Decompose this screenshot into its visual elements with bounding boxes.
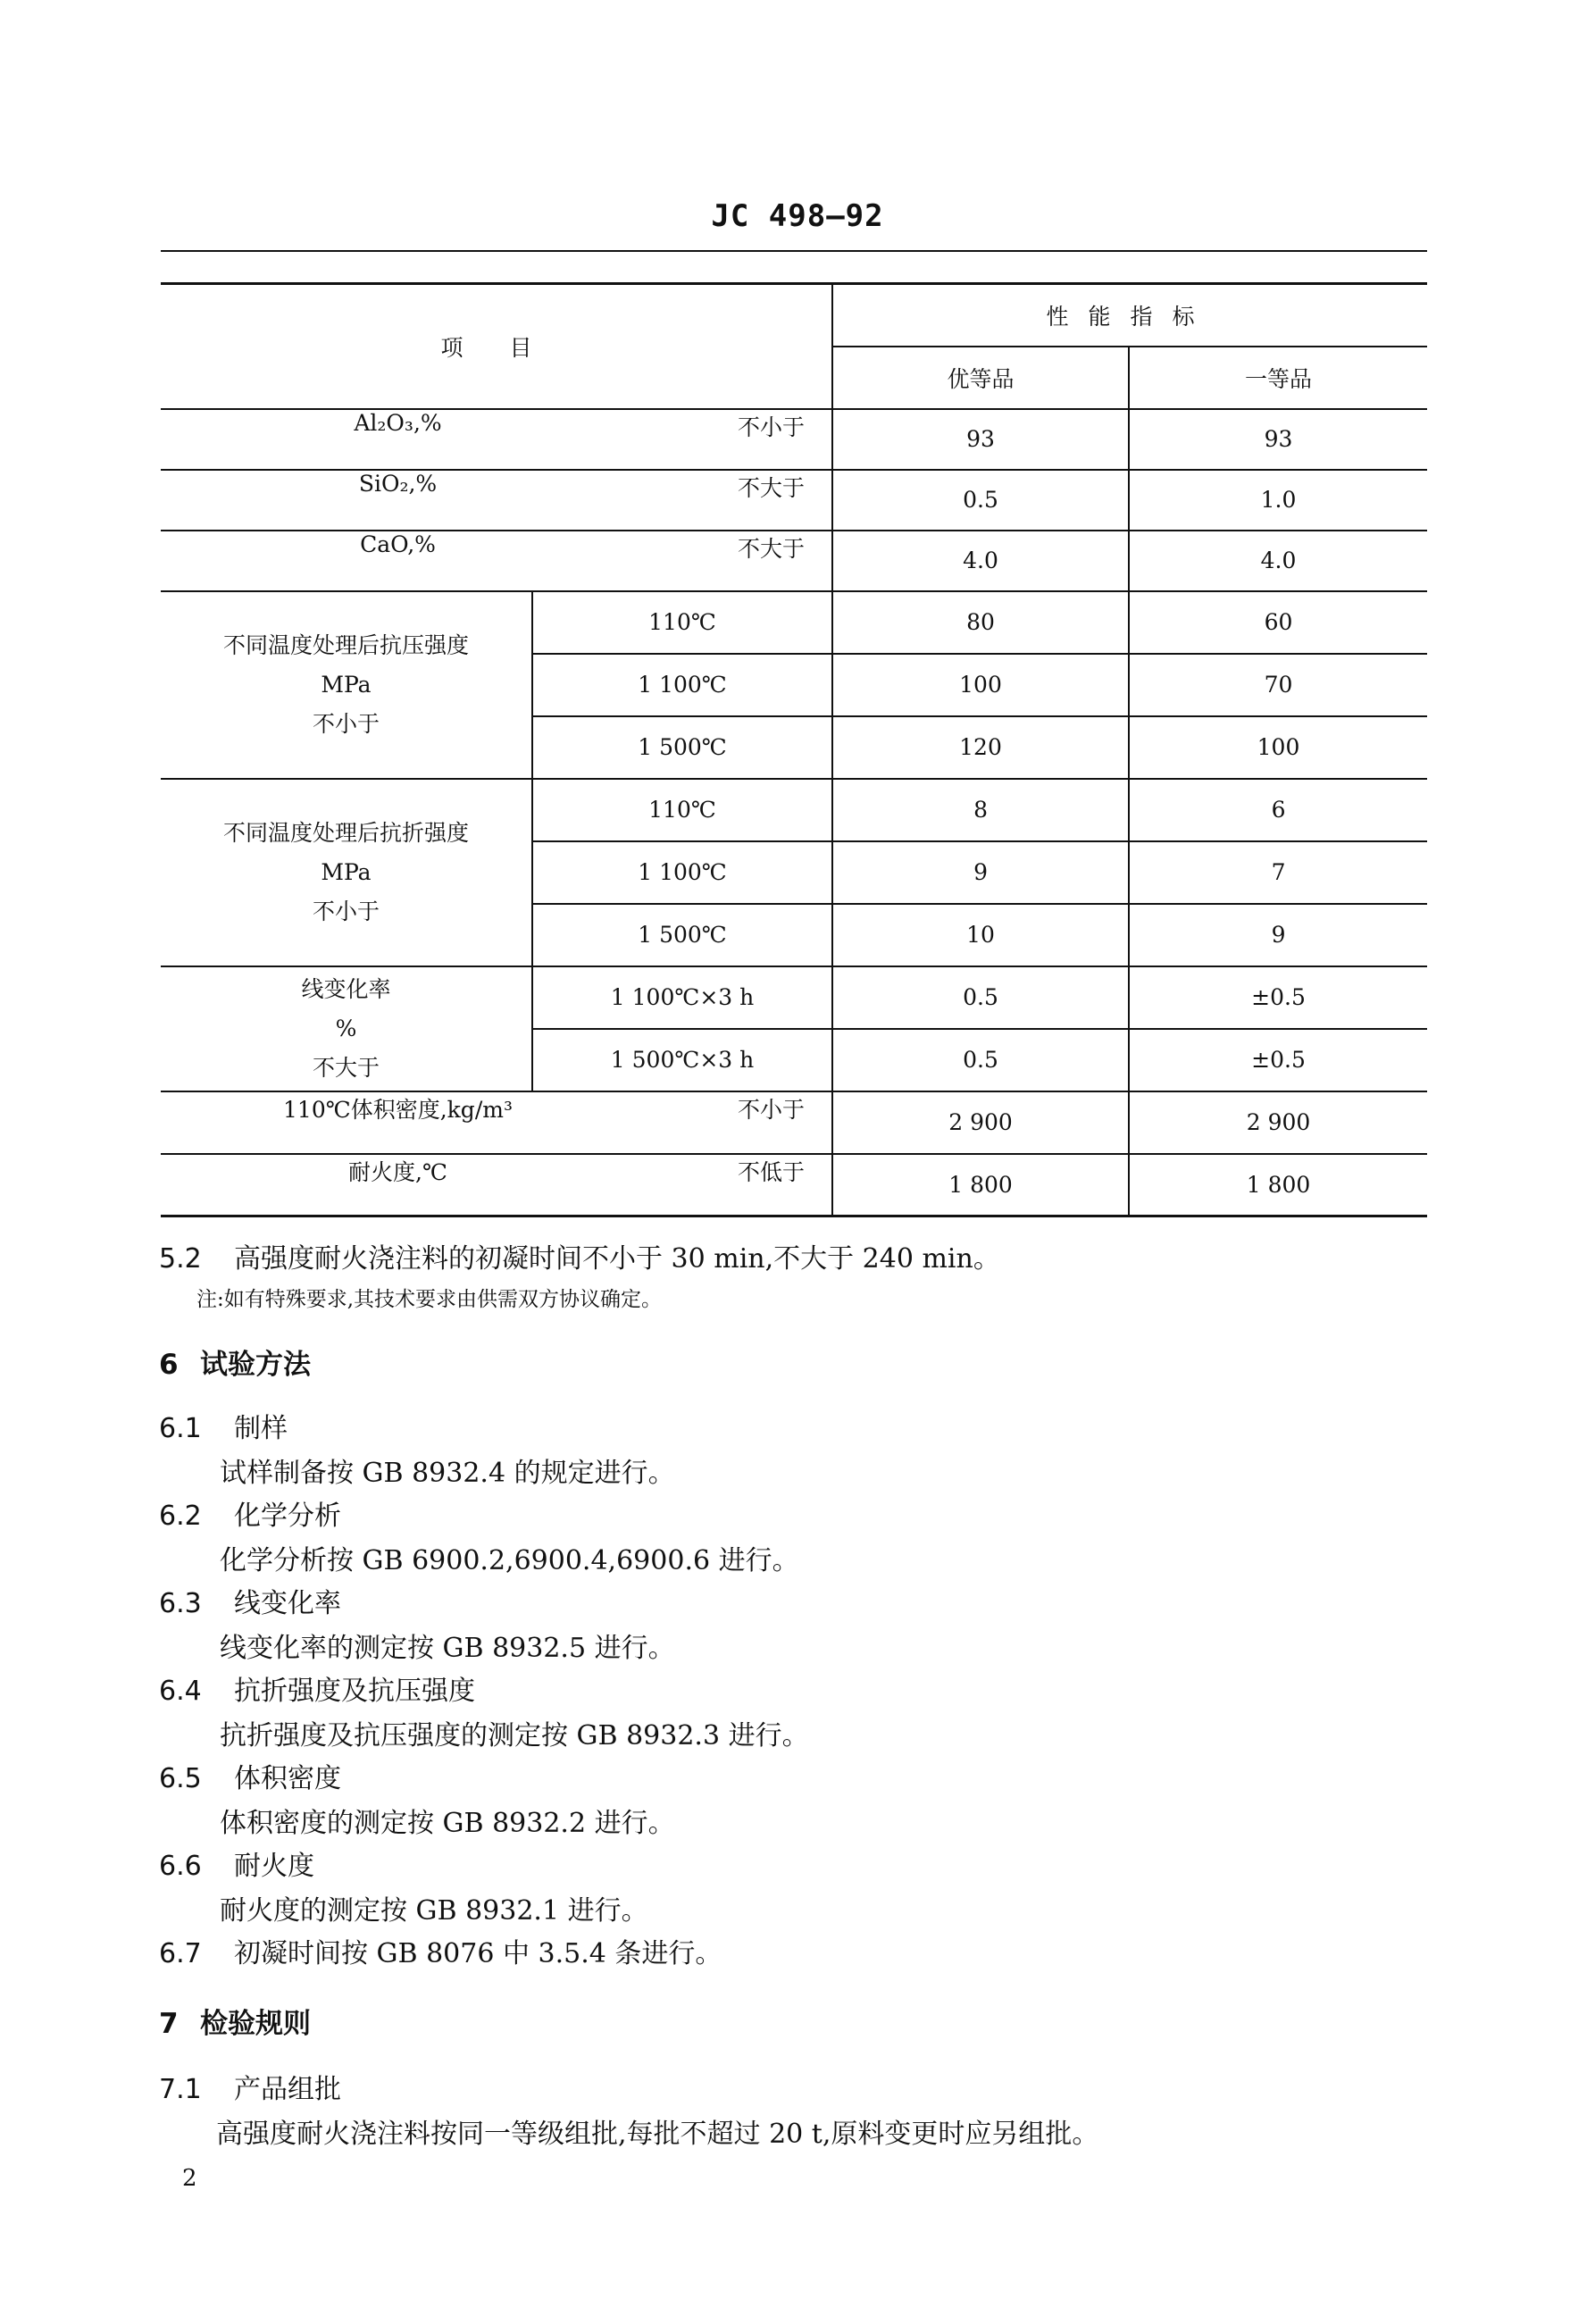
clause-6-2-title: 6.2 化学分析 <box>159 1501 341 1532</box>
table-head-performance: 性能指标 <box>832 284 1427 347</box>
table-row: 线变化率 % 不大于 1 100℃×3 h 0.5 ±0.5 <box>161 966 1427 1029</box>
table-row: 耐火度,℃ 不低于 1 800 1 800 <box>161 1154 1427 1216</box>
clause-5-2: 5.2 高强度耐火浇注料的初凝时间不小于 30 min,不大于 240 min。 <box>159 1243 1000 1275</box>
clause-6-3-text: 线变化率的测定按 GB 8932.5 进行。 <box>220 1633 675 1664</box>
table-row: SiO₂,% 不大于 0.5 1.0 <box>161 470 1427 531</box>
clause-6-2-text: 化学分析按 GB 6900.2,6900.4,6900.6 进行。 <box>220 1545 799 1576</box>
header-rule <box>161 250 1427 252</box>
clause-6-1-title: 6.1 制样 <box>159 1413 288 1444</box>
clause-7-1-text: 高强度耐火浇注料按同一等级组批,每批不超过 20 t,原料变更时应另组批。 <box>216 2119 1099 2150</box>
table-row: 1 100℃ 100 70 <box>161 654 1427 716</box>
clause-6-4-text: 抗折强度及抗压强度的测定按 GB 8932.3 进行。 <box>220 1720 809 1751</box>
section-7-heading: 7 检验规则 <box>159 2008 311 2040</box>
clause-6-5-text: 体积密度的测定按 GB 8932.2 进行。 <box>220 1808 675 1839</box>
clause-6-6-text: 耐火度的测定按 GB 8932.1 进行。 <box>220 1895 648 1927</box>
document-code-header: JC 498—92 <box>711 198 884 234</box>
table-row: 不同温度处理后抗压强度 MPa 不小于 110℃ 80 60 <box>161 591 1427 654</box>
table-head-grade-2: 一等品 <box>1129 347 1427 409</box>
table-row: 1 500℃×3 h 0.5 ±0.5 <box>161 1029 1427 1091</box>
table-row: 1 500℃ 10 9 <box>161 904 1427 966</box>
table-row: 110℃体积密度,kg/m³ 不小于 2 900 2 900 <box>161 1091 1427 1154</box>
table-head-item: 项 目 <box>161 284 832 409</box>
table-row: 不同温度处理后抗折强度 MPa 不小于 110℃ 8 6 <box>161 779 1427 841</box>
table-row: 1 100℃ 9 7 <box>161 841 1427 904</box>
clause-6-1-text: 试样制备按 GB 8932.4 的规定进行。 <box>220 1458 675 1489</box>
flexural-strength-label: 不同温度处理后抗折强度 MPa 不小于 <box>161 779 532 966</box>
clause-6-3-title: 6.3 线变化率 <box>159 1588 341 1619</box>
clause-7-1-title: 7.1 产品组批 <box>159 2074 341 2105</box>
table-row: CaO,% 不大于 4.0 4.0 <box>161 531 1427 591</box>
section-6-heading: 6 试验方法 <box>159 1349 311 1381</box>
note: 注:如有特殊要求,其技术要求由供需双方协议确定。 <box>196 1288 663 1311</box>
linear-change-label: 线变化率 % 不大于 <box>161 966 532 1091</box>
table-head-grade-1: 优等品 <box>832 347 1129 409</box>
page-number: 2 <box>182 2165 197 2192</box>
clause-6-4-title: 6.4 抗折强度及抗压强度 <box>159 1676 475 1707</box>
clause-6-6-title: 6.6 耐火度 <box>159 1851 314 1882</box>
table-row: Al₂O₃,% 不小于 93 93 <box>161 409 1427 470</box>
compressive-strength-label: 不同温度处理后抗压强度 MPa 不小于 <box>161 591 532 779</box>
performance-spec-table <box>161 282 1427 1217</box>
clause-6-5-title: 6.5 体积密度 <box>159 1763 341 1794</box>
table-row: 1 500℃ 120 100 <box>161 716 1427 779</box>
clause-6-7: 6.7 初凝时间按 GB 8076 中 3.5.4 条进行。 <box>159 1938 722 1969</box>
